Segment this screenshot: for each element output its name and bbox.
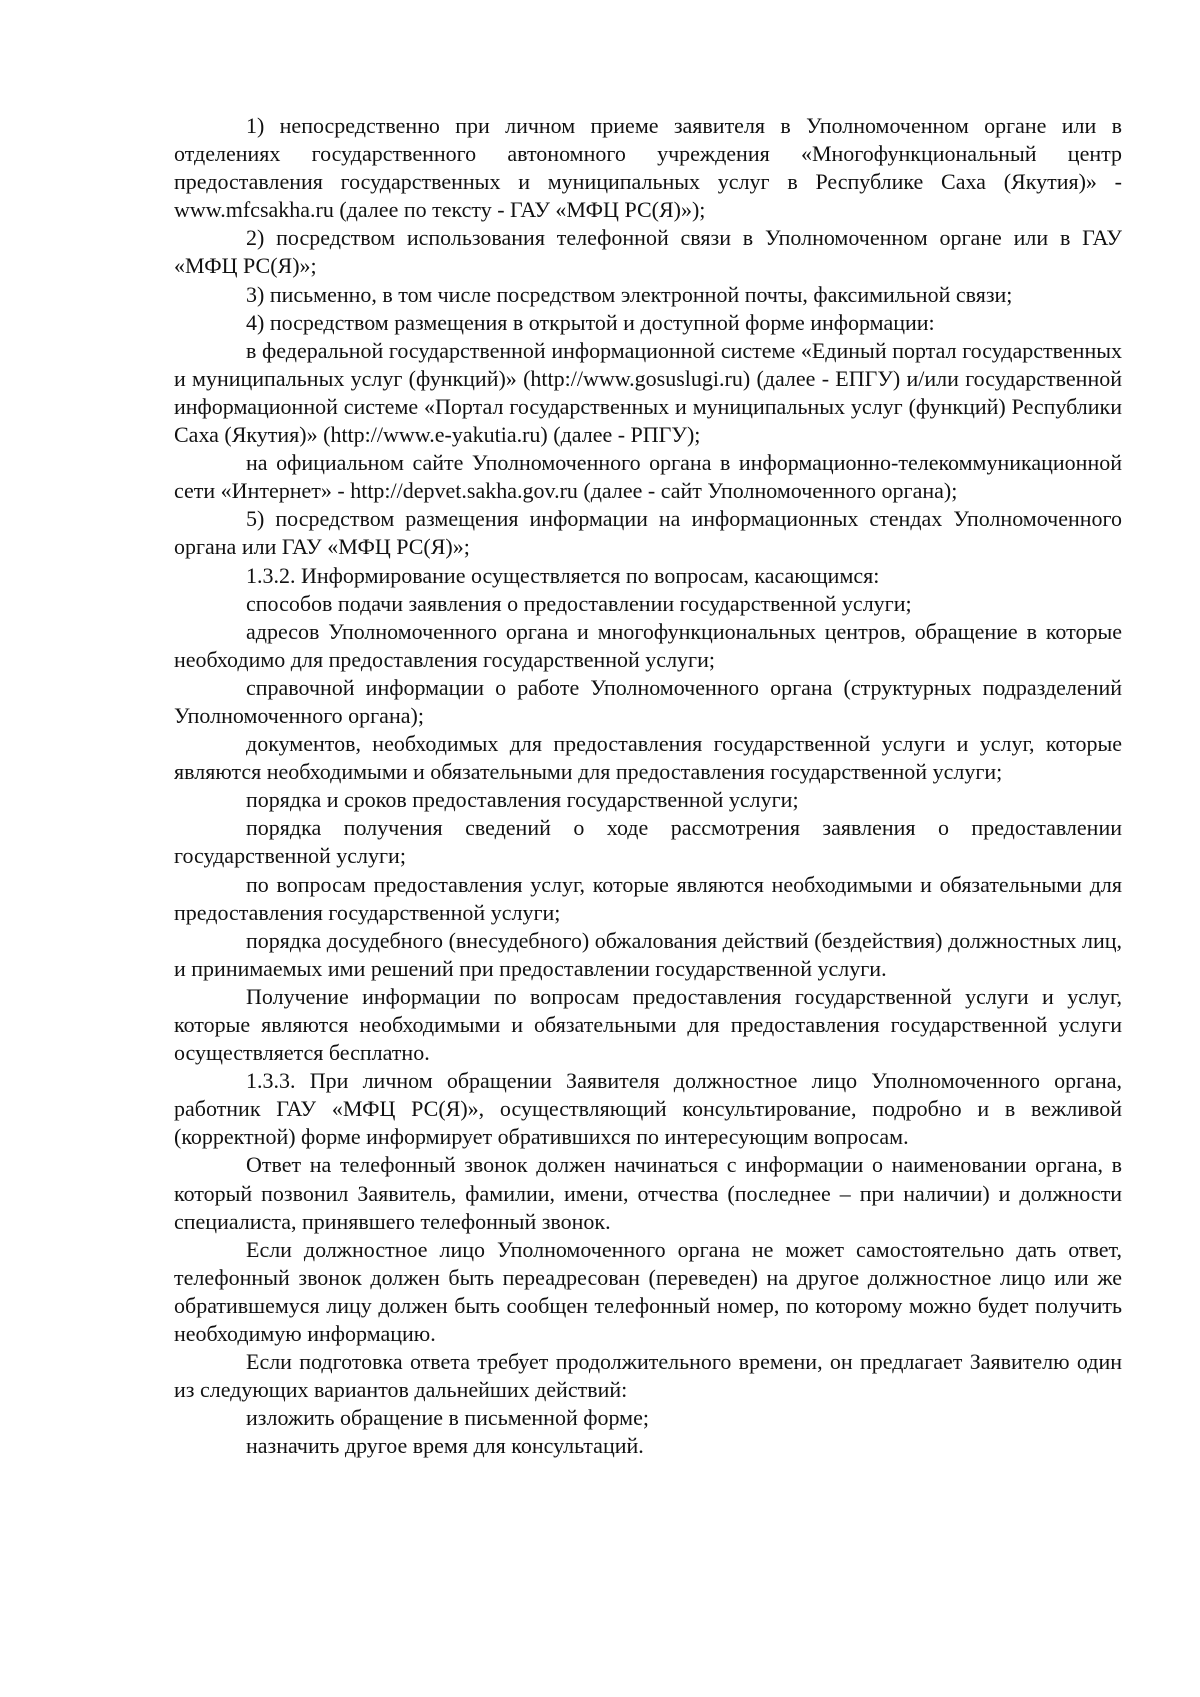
document-body bbox=[174, 112, 1122, 1461]
paragraph: документов, необходимых для предоставления государственной услуги и услуг, которые являются необходимыми и обязательными для предоставления государственной услуги; bbox=[174, 731, 1122, 785]
paragraph: 1) непосредственно при личном приеме заявителя в Уполномоченном органе или в отделениях государственного автономного учреждения «Многофункциональный центр предоставления государственных и муниципальных услуг в Республике Саха (Якутия)» - www.mfcsakha.ru (далее по тексту - ГАУ «МФЦ РС(Я)»); bbox=[174, 113, 1122, 223]
paragraph: на официальном сайте Уполномоченного органа в информационно-телекоммуникационной сети «Интернет» - http://depvet.sakha.gov.ru (далее - сайт Уполномоченного органа); bbox=[174, 450, 1122, 504]
paragraph: справочной информации о работе Уполномоченного органа (структурных подразделений Уполномоченного органа); bbox=[174, 674, 1122, 728]
paragraph: изложить обращение в письменной форме; bbox=[246, 1405, 649, 1431]
paragraph: порядка получения сведений о ходе рассмотрения заявления о предоставлении государственной услуги; bbox=[174, 815, 1122, 869]
paragraph: 1.3.2. Информирование осуществляется по вопросам, касающимся: bbox=[246, 562, 880, 588]
paragraph: в федеральной государственной информационной системе «Единый портал государственных и муниципальных услуг (функций)» (http://www.gosuslugi.ru) (далее - ЕПГУ) и/или государственной информационной системе «Портал государственных и муниципальных услуг (функций) Республики Саха (Якутия)» (http://www.e-yakutia.ru) (далее - РПГУ); bbox=[174, 337, 1122, 448]
paragraph: способов подачи заявления о предоставлении государственной услуги; bbox=[246, 590, 912, 616]
paragraph: 3) письменно, в том числе посредством электронной почты, факсимильной связи; bbox=[246, 281, 1013, 307]
paragraph: 1.3.3. При личном обращении Заявителя должностное лицо Уполномоченного органа, работник ГАУ «МФЦ РС(Я)», осуществляющий консультирование, подробно и в вежливой (корректной) форме информирует обратившихся по интересующим вопросам. bbox=[174, 1068, 1122, 1150]
paragraph: Ответ на телефонный звонок должен начинаться с информации о наименовании органа, в который позвонил Заявитель, фамилии, имени, отчества (последнее – при наличии) и должности специалиста, принявшего телефонный звонок. bbox=[174, 1152, 1122, 1234]
paragraph: порядка досудебного (внесудебного) обжалования действий (бездействия) должностных лиц, и принимаемых ими решений при предоставлении государственной услуги. bbox=[174, 927, 1122, 981]
paragraph: Если должностное лицо Уполномоченного органа не может самостоятельно дать ответ, телефонный звонок должен быть переадресован (переведен) на другое должностное лицо или же обратившемуся лицу должен быть сообщен телефонный номер, по которому можно будет получить необходимую информацию. bbox=[174, 1236, 1122, 1347]
paragraph: 5) посредством размещения информации на информационных стендах Уполномоченного органа или ГАУ «МФЦ РС(Я)»; bbox=[174, 506, 1122, 560]
paragraph: 4) посредством размещения в открытой и доступной форме информации: bbox=[246, 309, 935, 335]
paragraph: Получение информации по вопросам предоставления государственной услуги и услуг, которые являются необходимыми и обязательными для предоставления государственной услуги осуществляется бесплатно. bbox=[174, 983, 1122, 1066]
paragraph: назначить другое время для консультаций. bbox=[246, 1433, 644, 1459]
paragraph: Если подготовка ответа требует продолжительного времени, он предлагает Заявителю один из следующих вариантов дальнейших действий: bbox=[174, 1349, 1122, 1403]
paragraph: по вопросам предоставления услуг, которые являются необходимыми и обязательными для предоставления государственной услуги; bbox=[174, 871, 1122, 925]
paragraph: 2) посредством использования телефонной связи в Уполномоченном органе или в ГАУ «МФЦ РС(Я)»; bbox=[174, 225, 1122, 279]
paragraph: адресов Уполномоченного органа и многофункциональных центров, обращение в которые необходимо для предоставления государственной услуги; bbox=[174, 618, 1122, 672]
paragraph: порядка и сроков предоставления государственной услуги; bbox=[246, 787, 799, 813]
